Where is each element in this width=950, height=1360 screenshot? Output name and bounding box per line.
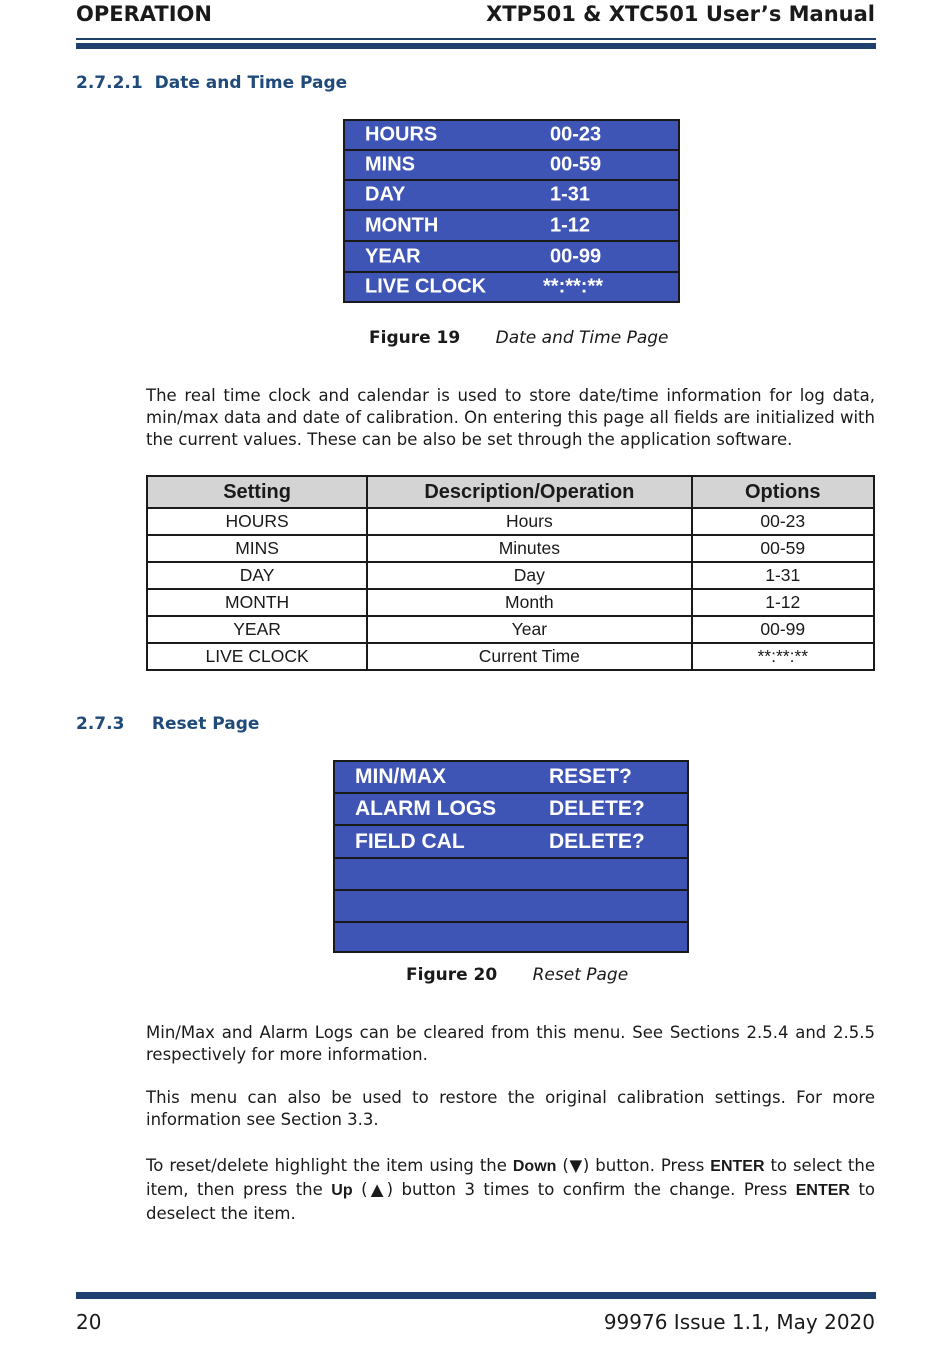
table-header-row xyxy=(147,476,874,508)
screen-row xyxy=(345,181,678,211)
document-issue: 99976 Issue 1.1, May 2020 xyxy=(603,1310,875,1334)
screen-row xyxy=(345,211,678,242)
reset-screen xyxy=(333,760,689,953)
table-row xyxy=(147,643,874,670)
paragraph-clock-intro: The real time clock and calendar is used to store date/time information for log data, min/max data and date of calibration. On entering this page all fields are initialized with the current values. These can be also be set through the application software. xyxy=(146,386,875,449)
screen-row-empty xyxy=(335,923,687,951)
screen-row-label: YEAR xyxy=(365,245,421,267)
cell-description: Year xyxy=(367,616,691,643)
cell-setting: MINS xyxy=(147,535,367,562)
column-header-setting: Setting xyxy=(147,476,367,508)
section-number: 2.7.2.1 xyxy=(76,73,143,93)
cell-setting: DAY xyxy=(147,562,367,589)
screen-row-label: DAY xyxy=(365,183,406,206)
table-row xyxy=(147,562,874,589)
date-time-screen xyxy=(343,119,680,303)
cell-options: 1-31 xyxy=(692,562,874,589)
section-heading-reset xyxy=(76,714,259,734)
cell-setting: HOURS xyxy=(147,508,367,535)
table-row xyxy=(147,535,874,562)
figure-19-caption xyxy=(369,328,668,348)
screen-row-value: 00-23 xyxy=(550,123,602,146)
instruction-text: (▼) button. Press xyxy=(556,1156,711,1175)
cell-setting: MONTH xyxy=(147,589,367,616)
screen-row xyxy=(345,121,678,151)
cell-setting: YEAR xyxy=(147,616,367,643)
section-number: 2.7.3 xyxy=(76,714,125,734)
screen-row-label: HOURS xyxy=(365,123,438,146)
screen-row-label: MIN/MAX xyxy=(355,765,446,788)
screen-row-value: 00-59 xyxy=(550,153,602,176)
section-heading-date-time xyxy=(76,73,347,93)
figure-number: Figure 20 xyxy=(406,965,498,985)
page-number: 20 xyxy=(76,1310,102,1334)
down-key-label: Down xyxy=(512,1158,557,1175)
figure-title: Date and Time Page xyxy=(495,328,669,348)
screen-row-value: 1-12 xyxy=(550,214,591,236)
table-row xyxy=(147,508,874,535)
figure-title: Reset Page xyxy=(532,965,629,985)
column-header-options: Options xyxy=(692,476,874,508)
cell-options: 00-59 xyxy=(692,535,874,562)
paragraph-reset-instructions xyxy=(146,1154,875,1225)
cell-description: Hours xyxy=(367,508,691,535)
screen-row xyxy=(335,826,687,859)
section-title: Date and Time Page xyxy=(154,73,348,93)
screen-row xyxy=(335,794,687,826)
instruction-text: To reset/delete highlight the item using the xyxy=(146,1156,513,1175)
screen-row-value: **:**:** xyxy=(543,275,604,298)
column-header-description: Description/Operation xyxy=(367,476,691,508)
screen-row-label: MINS xyxy=(365,153,415,176)
cell-setting: LIVE CLOCK xyxy=(147,643,367,670)
screen-row-value: 00-99 xyxy=(550,245,602,267)
instruction-text: (▲) button 3 times to confirm the change. Press xyxy=(352,1180,796,1199)
screen-row-value: DELETE? xyxy=(549,829,645,853)
screen-row-label: FIELD CAL xyxy=(355,829,465,853)
header-section-title: OPERATION xyxy=(76,2,212,26)
cell-description: Minutes xyxy=(367,535,691,562)
paragraph-minmax-alarm: Min/Max and Alarm Logs can be cleared from this menu. See Sections 2.5.4 and 2.5.5 respectively for more information. xyxy=(146,1023,875,1064)
screen-row-empty xyxy=(335,891,687,923)
header-divider-thick xyxy=(76,43,876,49)
screen-row-label: MONTH xyxy=(365,214,439,236)
section-title: Reset Page xyxy=(151,714,260,734)
instruction-text: to select the item, then press the xyxy=(146,1156,876,1199)
table-row xyxy=(147,589,874,616)
footer-divider xyxy=(76,1292,876,1299)
screen-row xyxy=(335,762,687,794)
header-divider-thin xyxy=(76,38,876,40)
figure-number: Figure 19 xyxy=(369,328,461,348)
cell-description: Month xyxy=(367,589,691,616)
screen-row-value: RESET? xyxy=(549,765,632,788)
cell-description: Current Time xyxy=(367,643,691,670)
screen-row-label: LIVE CLOCK xyxy=(365,275,487,298)
screen-row-value: 1-31 xyxy=(550,183,591,206)
screen-row xyxy=(345,242,678,273)
instruction-text: to deselect the item. xyxy=(146,1180,876,1223)
date-time-settings-table xyxy=(146,475,875,671)
screen-row xyxy=(345,151,678,181)
enter-key-label: ENTER xyxy=(795,1182,850,1199)
table-row xyxy=(147,616,874,643)
cell-options: 00-23 xyxy=(692,508,874,535)
header-manual-title: XTP501 & XTC501 User’s Manual xyxy=(486,2,875,26)
screen-row xyxy=(345,273,678,301)
figure-20-caption xyxy=(406,965,628,985)
screen-row-value: DELETE? xyxy=(549,797,645,820)
screen-row-empty xyxy=(335,859,687,891)
cell-options: 00-99 xyxy=(692,616,874,643)
up-key-label: Up xyxy=(331,1182,353,1199)
paragraph-calibration: This menu can also be used to restore the original calibration settings. For more information see Section 3.3. xyxy=(146,1088,875,1129)
cell-options: **:**:** xyxy=(692,643,874,670)
enter-key-label: ENTER xyxy=(710,1158,765,1175)
cell-description: Day xyxy=(367,562,691,589)
screen-row-label: ALARM LOGS xyxy=(355,797,497,820)
cell-options: 1-12 xyxy=(692,589,874,616)
